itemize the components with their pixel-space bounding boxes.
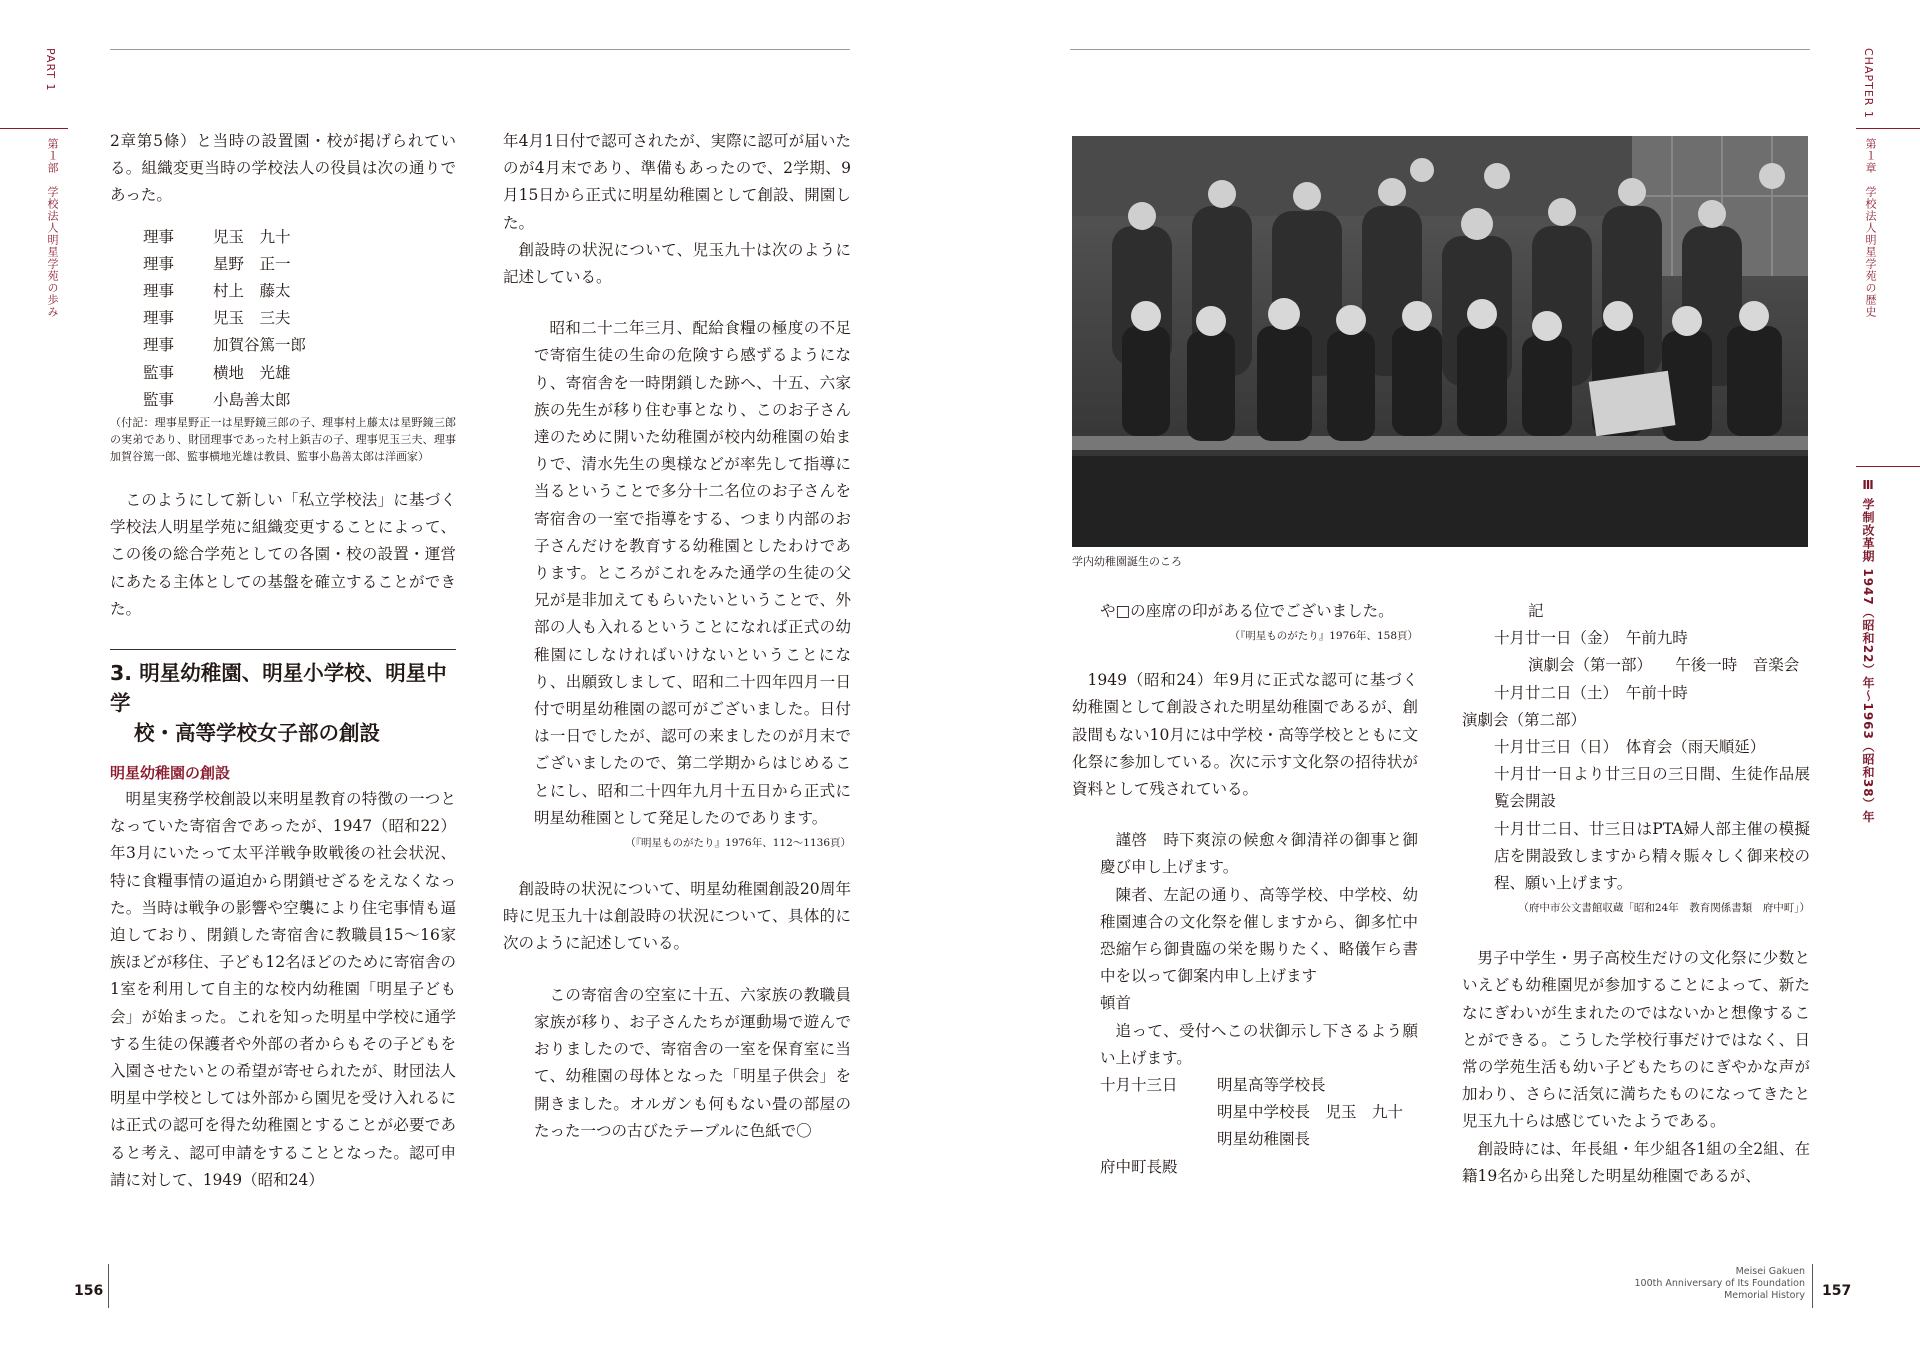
letter-sender3: 明星幼稚園長 [1217,1130,1311,1149]
section-label-num: Ⅲ [1861,478,1875,493]
event-item-5: 十月廿二日、廿三日はPTA婦人部主催の模擬店を開設致しますから精々賑々しく御来校の程、願い上げます。 [1494,819,1810,893]
col2-para2: 創設時の状況について、児玉九十は次のように記述している。 [503,240,851,287]
section-label-text: 学制改革期 1947（昭和22）年～1963（昭和38）年 [1861,498,1875,824]
chapter-label: CHAPTER 1 [1862,48,1875,119]
officer-row: 監事 小島善太郎 [143,390,291,409]
top-rule-left [110,49,850,50]
col2-quote1: 昭和二十二年三月、配給食糧の極度の不足で寄宿生徒の生命の危険すら感ずるようになり、寄宿舎を一時閉鎖した跡へ、十五、六家族の先生が移り住む事となり、このお子さん達のために開いた幼稚園が校内幼稚園の始まりで、清水先生の奥様などが率先して指導に当るということで多分十二名位のお子さんを寄宿舎の一室で指導をする、つまり内部のお子さんだけを教育する幼稚園としたわけであります。ところがこれをみた通学の生徒の父兄が是非加えてもらいたいということで、外部の人も入れるということになれば正式の幼稚園にしなければいけないということになり、出願致しまして、昭和二十四年四月一日付で明星幼稚園の認可がございました。日付は一日でしたが、認可の来ましたのが月末でございましたので、第二学期からはじめることにし、昭和二十四年九月十五日から正式に明星幼稚園として発足したのであります。 [534,319,851,827]
footer-line2: 100th Anniversary of Its Foundation [1634,1278,1805,1289]
officer-row: 理事 児玉 三夫 [143,309,291,328]
officers-note: （付記：理事星野正一は星野鏡三郎の子、理事村上藤太は星野鏡三郎の実弟であり、財団理事であった村上鋲吉の子、理事児玉三夫、理事加賀谷篤一郎、監事横地光雄は教員、監事小島善太郎は洋画家） [110,416,456,464]
letter-signature [1100,1072,1418,1099]
top-rule-right [1070,49,1810,50]
col1-para3: 明星実務学校創設以来明星教育の特徴の一つとなっていた寄宿舎であったが、1947（昭和22）年3月にいたって太平洋戦争敗戦後の社会状況、特に食糧事情の逼迫から閉鎖せざるをえなくなった。当時は戦争の影響や空襲により住宅事情も逼迫しており、閉鎖した寄宿舎に教職員15～16家族ほどが移住、子ども12名ほどのために寄宿舎の1室を利用して自主的な校内幼稚園「明星子ども会」が始まった。これを知った明星中学校に通学する生徒の保護者や外部の者からもその子どもを入園させたいとの希望が寄せられたが、財団法人明星中学校としては外部から園児を受け入れるには正式の認可を得た幼稚園とすることが必要であると考え、認可申請をすることとなった。認可申請に対して、1949（昭和24） [110,790,456,1189]
col1-para2: このようにして新しい「私立学校法」に基づく学校法人明星学苑に組織変更することによって、この後の総合学苑としての各園・校の設置・運営にあたる主体としての基盤を確立することができた。 [110,491,456,618]
officer-row: 理事 児玉 九十 [143,227,291,246]
footer-divider-left [108,1264,109,1308]
letter-line1: 謹啓 時下爽涼の候愈々御清祥の御事と御慶び申し上げます。 [1100,831,1418,877]
part-label: PART 1 [44,48,57,92]
section-heading [110,649,456,748]
left-column-1 [110,128,456,1194]
section-label [1860,478,1877,824]
page-number-left: 156 [74,1283,104,1299]
letter-date: 十月十三日 [1100,1076,1178,1095]
col2-quote2: この寄宿舎の空室に十五、六家族の教職員家族が移り、お子さんたちが運動場で遊んでおりましたので、寄宿舎の一室を保育室に当て、幼稚園の母体となった「明星子供会」を開きました。オルガンも何もない畳の部屋のたった一つの古びたテーブルに色紙で〇 [534,985,851,1140]
right-column-1 [1072,598,1418,1181]
footer-line3: Memorial History [1724,1290,1805,1301]
kiki-heading: 記 [1528,602,1544,620]
officer-row: 理事 星野 正一 [143,254,291,273]
section-heading-line1: 3. 明星幼稚園、明星小学校、明星中学 [110,661,447,716]
part-label-divider [0,128,68,129]
col2-para3: 創設時の状況について、明星幼稚園創設20周年時に児玉九十は創設時の状況について、具体的に次のように記述している。 [503,880,851,953]
event-item-2: 十月廿二日（土） 午前十時 [1494,683,1688,702]
right-column-2 [1462,598,1810,1190]
source-citation-1: （『明星ものがたり』1976年、112～1136頁） [625,837,851,850]
event-item-3: 十月廿三日（日） 体育会（雨天順延） [1494,738,1766,757]
event-item-1b: 演劇会（第一部） 午後一時 音楽会 [1528,656,1800,675]
letter-closing: 頓首 [1100,994,1132,1013]
subheading: 明星幼稚園の創設 [110,764,231,783]
chapter-subtitle: 第１章 学校法人明星学苑の歴史 [1864,138,1877,318]
letter-sender1: 明星高等学校長 [1217,1076,1326,1095]
photo-illustration [1072,136,1808,547]
page-number-right: 157 [1822,1283,1852,1299]
col3-para1: 1949（昭和24）年9月に正式な認可に基づく幼稚園として創設された明星幼稚園であるが、創設間もない10月には中学校・高等学校とともに文化祭に参加している。次に示す文化祭の招待状が資料として残されている。 [1072,671,1418,799]
section-label-divider [1856,466,1920,467]
col3-quote-end: や□の座席の印がある位でございました。 [1100,602,1394,620]
letter-line2: 陳者、左記の通り、高等学校、中学校、幼稚園連合の文化祭を催しますから、御多忙中恐縮乍ら御貴臨の栄を賜りたく、略儀乍ら書中を以って御案内申し上げます [1100,885,1418,986]
col4-para1: 男子中学生・男子高校生だけの文化祭に少数といえども幼稚園児が参加することによって、新たなにぎわいが生まれたのではないかと想像することができる。こうした学校行事だけではなく、日常の学苑生活も幼い子どもたちのにぎやかな声が加わり、さらに活気に満ちたものになってきたと児玉九十らは感じていたようである。 [1462,949,1810,1131]
letter-line3: 追って、受付へこの状御示し下さるよう願い上げます。 [1100,1021,1418,1067]
letter-addressee: 府中町長殿 [1100,1157,1178,1176]
officer-row: 監事 横地 光雄 [143,363,291,382]
event-item-4: 十月廿一日より廿三日の三日間、生徒作品展覧会開設 [1494,765,1810,811]
source-citation-2: （『明星ものがたり』1976年、158頁） [1229,630,1418,643]
footer-divider-right [1812,1264,1813,1308]
col1-intro: 2章第5條）と当時の設置園・校が掲げられている。組織変更当時の学校法人の役員は次の通りであった。 [110,132,456,205]
event-item-2b: 演劇会（第二部） [1462,710,1587,729]
left-column-2 [503,128,851,1145]
officer-row: 理事 村上 藤太 [143,282,291,301]
col4-para2: 創設時には、年長組・年少組各1組の全2組、在籍19名から出発した明星幼稚園であるが、 [1462,1139,1810,1185]
photo-caption: 学内幼稚園誕生のころ [1072,555,1182,568]
officer-list [110,224,456,414]
chapter-label-divider [1856,128,1920,129]
kindergarten-group-photo [1072,136,1808,547]
source-citation-3: （府中市公文書館収蔵「昭和24年 教育関係書類 府中町」） [1518,902,1810,915]
officer-row: 理事 加賀谷篤一郎 [143,336,307,355]
section-heading-line2: 校・高等学校女子部の創設 [134,721,380,746]
part-subtitle: 第１部 学校法人明星学苑の歩み [46,138,59,318]
event-item-1: 十月廿一日（金） 午前九時 [1494,629,1688,648]
quote-block-1 [503,315,851,832]
footer-line1: Meisei Gakuen [1735,1266,1805,1277]
col2-para1: 年4月1日付で認可されたが、実際に認可が届いたのが4月末であり、準備もあったので、2学期、9月15日から正式に明星幼稚園として創設、開園した。 [503,132,851,232]
footer-book-title [1635,1266,1805,1302]
quote-block-2 [503,982,851,1145]
letter-sender2: 明星中学校長 児玉 九十 [1217,1103,1404,1122]
